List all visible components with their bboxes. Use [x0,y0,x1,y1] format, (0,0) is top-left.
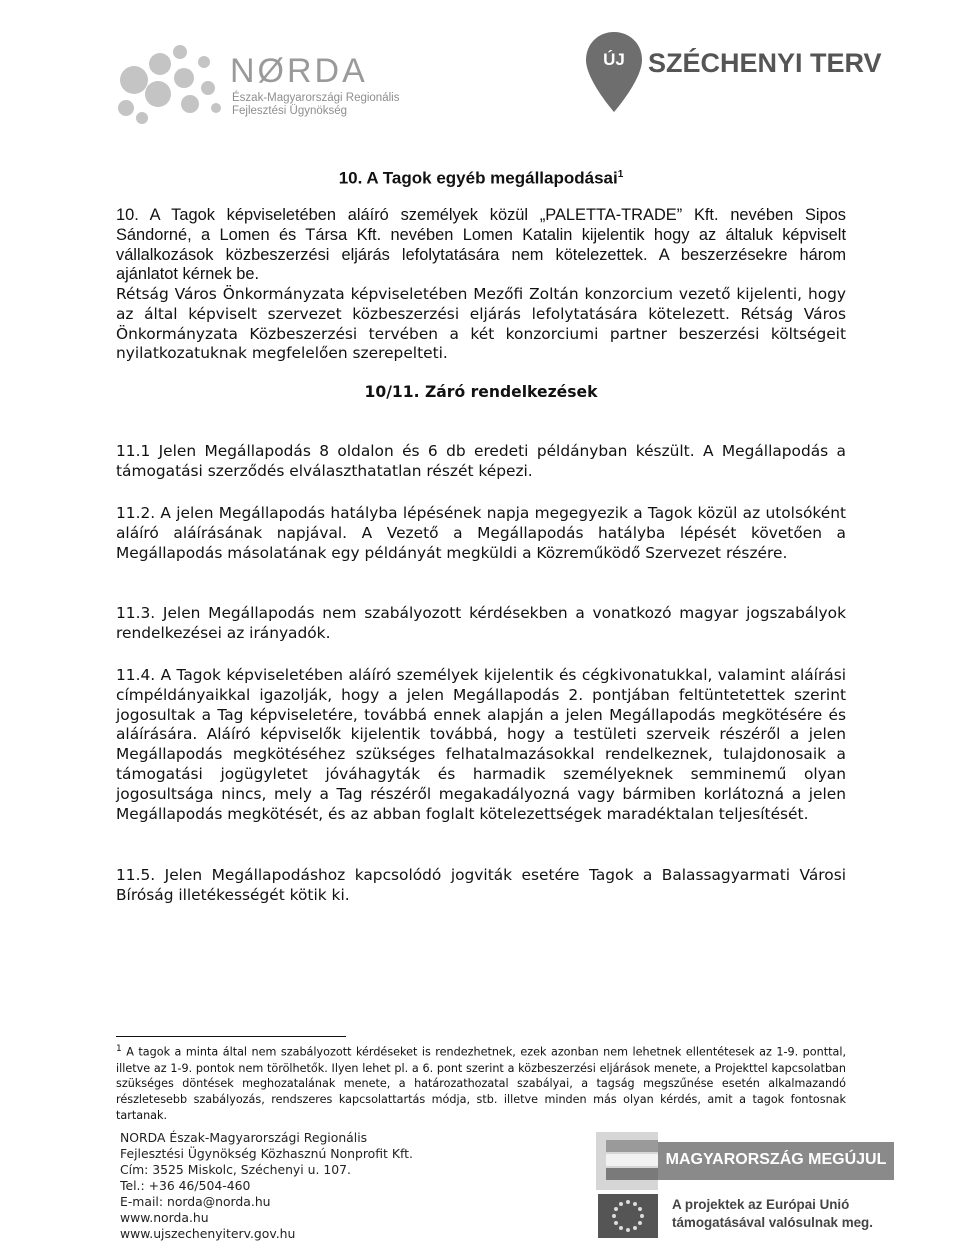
footer-line: Cím: 3525 Miskolc, Széchenyi u. 107. [120,1162,351,1177]
footer-line: NORDA Észak-Magyarországi Regionális [120,1130,368,1145]
eu-stars-icon [598,1194,658,1238]
footnote: $^1$ A tagok a minta által nem szabályozott kérdéseket is rendezhetnek, ezek azonban nem lehetnek ellentétesek az 1-9. ponttal, illetve az 1-9. pontok nem törölhetők. Ilyen lehet pl. a 6. pont szerint a közbeszerzési eljárások menete, a Projekttel kapcsolatban szükséges döntések meghozatalának menete, a határozathozatal szabályai, a tagság megszűnése esetén alkalmazandó részletesebb szabályozás, rendszeres kapcsolattartás módja, stb. illetve minden más olyan kérdés, amit a tagok fontosnak tartanak. [116,1044,846,1122]
footnote-divider [116,1036,346,1037]
clause-11-2: 11.2. A jelen Megállapodás hatályba lépésének napja megegyezik a Tagok közül az utolsóként aláíró aláírásának napjával. A Vezető a Megállapodás hatályba lépését követően a Megállapodás másolatának egy példányát megküldi a Közreműködő Szervezet részére. [116,504,846,562]
footer-website: www.ujszechenyiterv.gov.hu [120,1226,296,1241]
footer-website: www.norda.hu [120,1210,209,1225]
magyarorszag-megujul-banner [596,1130,896,1190]
section-10-paragraph-1: 10. A Tagok képviseletében aláíró személyek közül „PALETTA-TRADE” Kft. nevében Sipos Sándorné, a Lomen és Társa Kft. nevében Lomen Katalin kijelentik hogy az általuk képviselt vállalkozások közbeszerzési eljárás lefolytatására nem kötelezettek. A beszerzésekre három ajánlatot kérnek be. [116,206,846,284]
footer-address [120,1130,413,1242]
molecule-dots-icon [112,42,224,126]
norda-logo [112,38,402,128]
banner-text: MAGYARORSZÁG MEGÚJUL [665,1151,887,1168]
clause-11-3: 11.3. Jelen Megállapodás nem szabályozott kérdésekben a vonatkozó magyar jogszabályok rendelkezései az irányadók. [116,604,846,642]
section-10-paragraph-2: Rétság Város Önkormányzata képviseletében Mezőfi Zoltán konzorcium vezető kijelenti, hogy az által képviselt szervezet közbeszerzési eljárás lefolytatására kötelezett. Rétság Város Önkormányzata Közbeszerzési tervében a két konzorciumi partner beszerzési költségeit nyilatkozatuknak megfelelően szerepelteti. [116,285,846,363]
section-11-heading: 10/11. Záró rendelkezések [364,383,598,401]
uj-badge: ÚJ [603,50,625,69]
eu-flag-icon [598,1194,658,1238]
norda-name: NØRDA [230,52,368,90]
footer-line: Tel.: +36 46/504-460 [120,1178,251,1193]
szechenyi-title: SZÉCHENYI TERV [648,48,882,78]
footer-email: E-mail: norda@norda.hu [120,1194,271,1209]
eu-support-text: A projektek az Európai Unió támogatásával valósulnak meg. [672,1197,873,1230]
section-10-heading: 10. A Tagok egyéb megállapodásai$^1$ [338,168,624,188]
szechenyi-terv-logo [584,30,904,120]
footnote-ref: 1 [617,169,624,180]
footer-line: Fejlesztési Ügynökség Közhasznú Nonprofit Kft. [120,1146,413,1161]
clause-11-5: 11.5. Jelen Megállapodáshoz kapcsolódó jogviták esetére Tagok a Balassagyarmati Városi Bíróság illetékességét kötik ki. [116,866,846,904]
clause-11-1: 11.1 Jelen Megállapodás 8 oldalon és 6 db eredeti példányban készült. A Megállapodás a támogatási szerződés elválaszthatatlan részét képezi. [116,442,846,480]
banner-bar [658,1142,894,1180]
clause-11-4: 11.4. A Tagok képviseletében aláíró személyek kijelentik és cégkivonatukkal, valamint aláírási címpéldányaikkal igazolják, hogy a jelen Megállapodás 2. pontjában feltüntetettek szerint jogosultak a Tag képviseletére, továbbá ennek alapján a jelen Megállapodás megkötésére és aláírására. Aláíró képviselők kijelentik továbbá, hogy a testületi szerveik részéről a jelen Megállapodás megkötéséhez szükséges felhatalmazásokkal rendelkeznek, tulajdonosaik a támogatási jogügyletet jóváhagyták és harmadik személyeknek semminemű olyan jogosultsága nincs, mely a Tag részéről megakadályozná vagy bármiben korlátozná a jelen Megállapodás megkötését, és az abban foglalt kötelezettségek maradéktalan teljesítését. [116,666,846,823]
location-pin-icon [584,30,644,114]
norda-subtitle: Észak-Magyarországi Regionális Fejlesztési Ügynökség [232,92,400,117]
footnote-marker: 1 [116,1044,122,1054]
hungarian-flag-icon [596,1132,658,1190]
